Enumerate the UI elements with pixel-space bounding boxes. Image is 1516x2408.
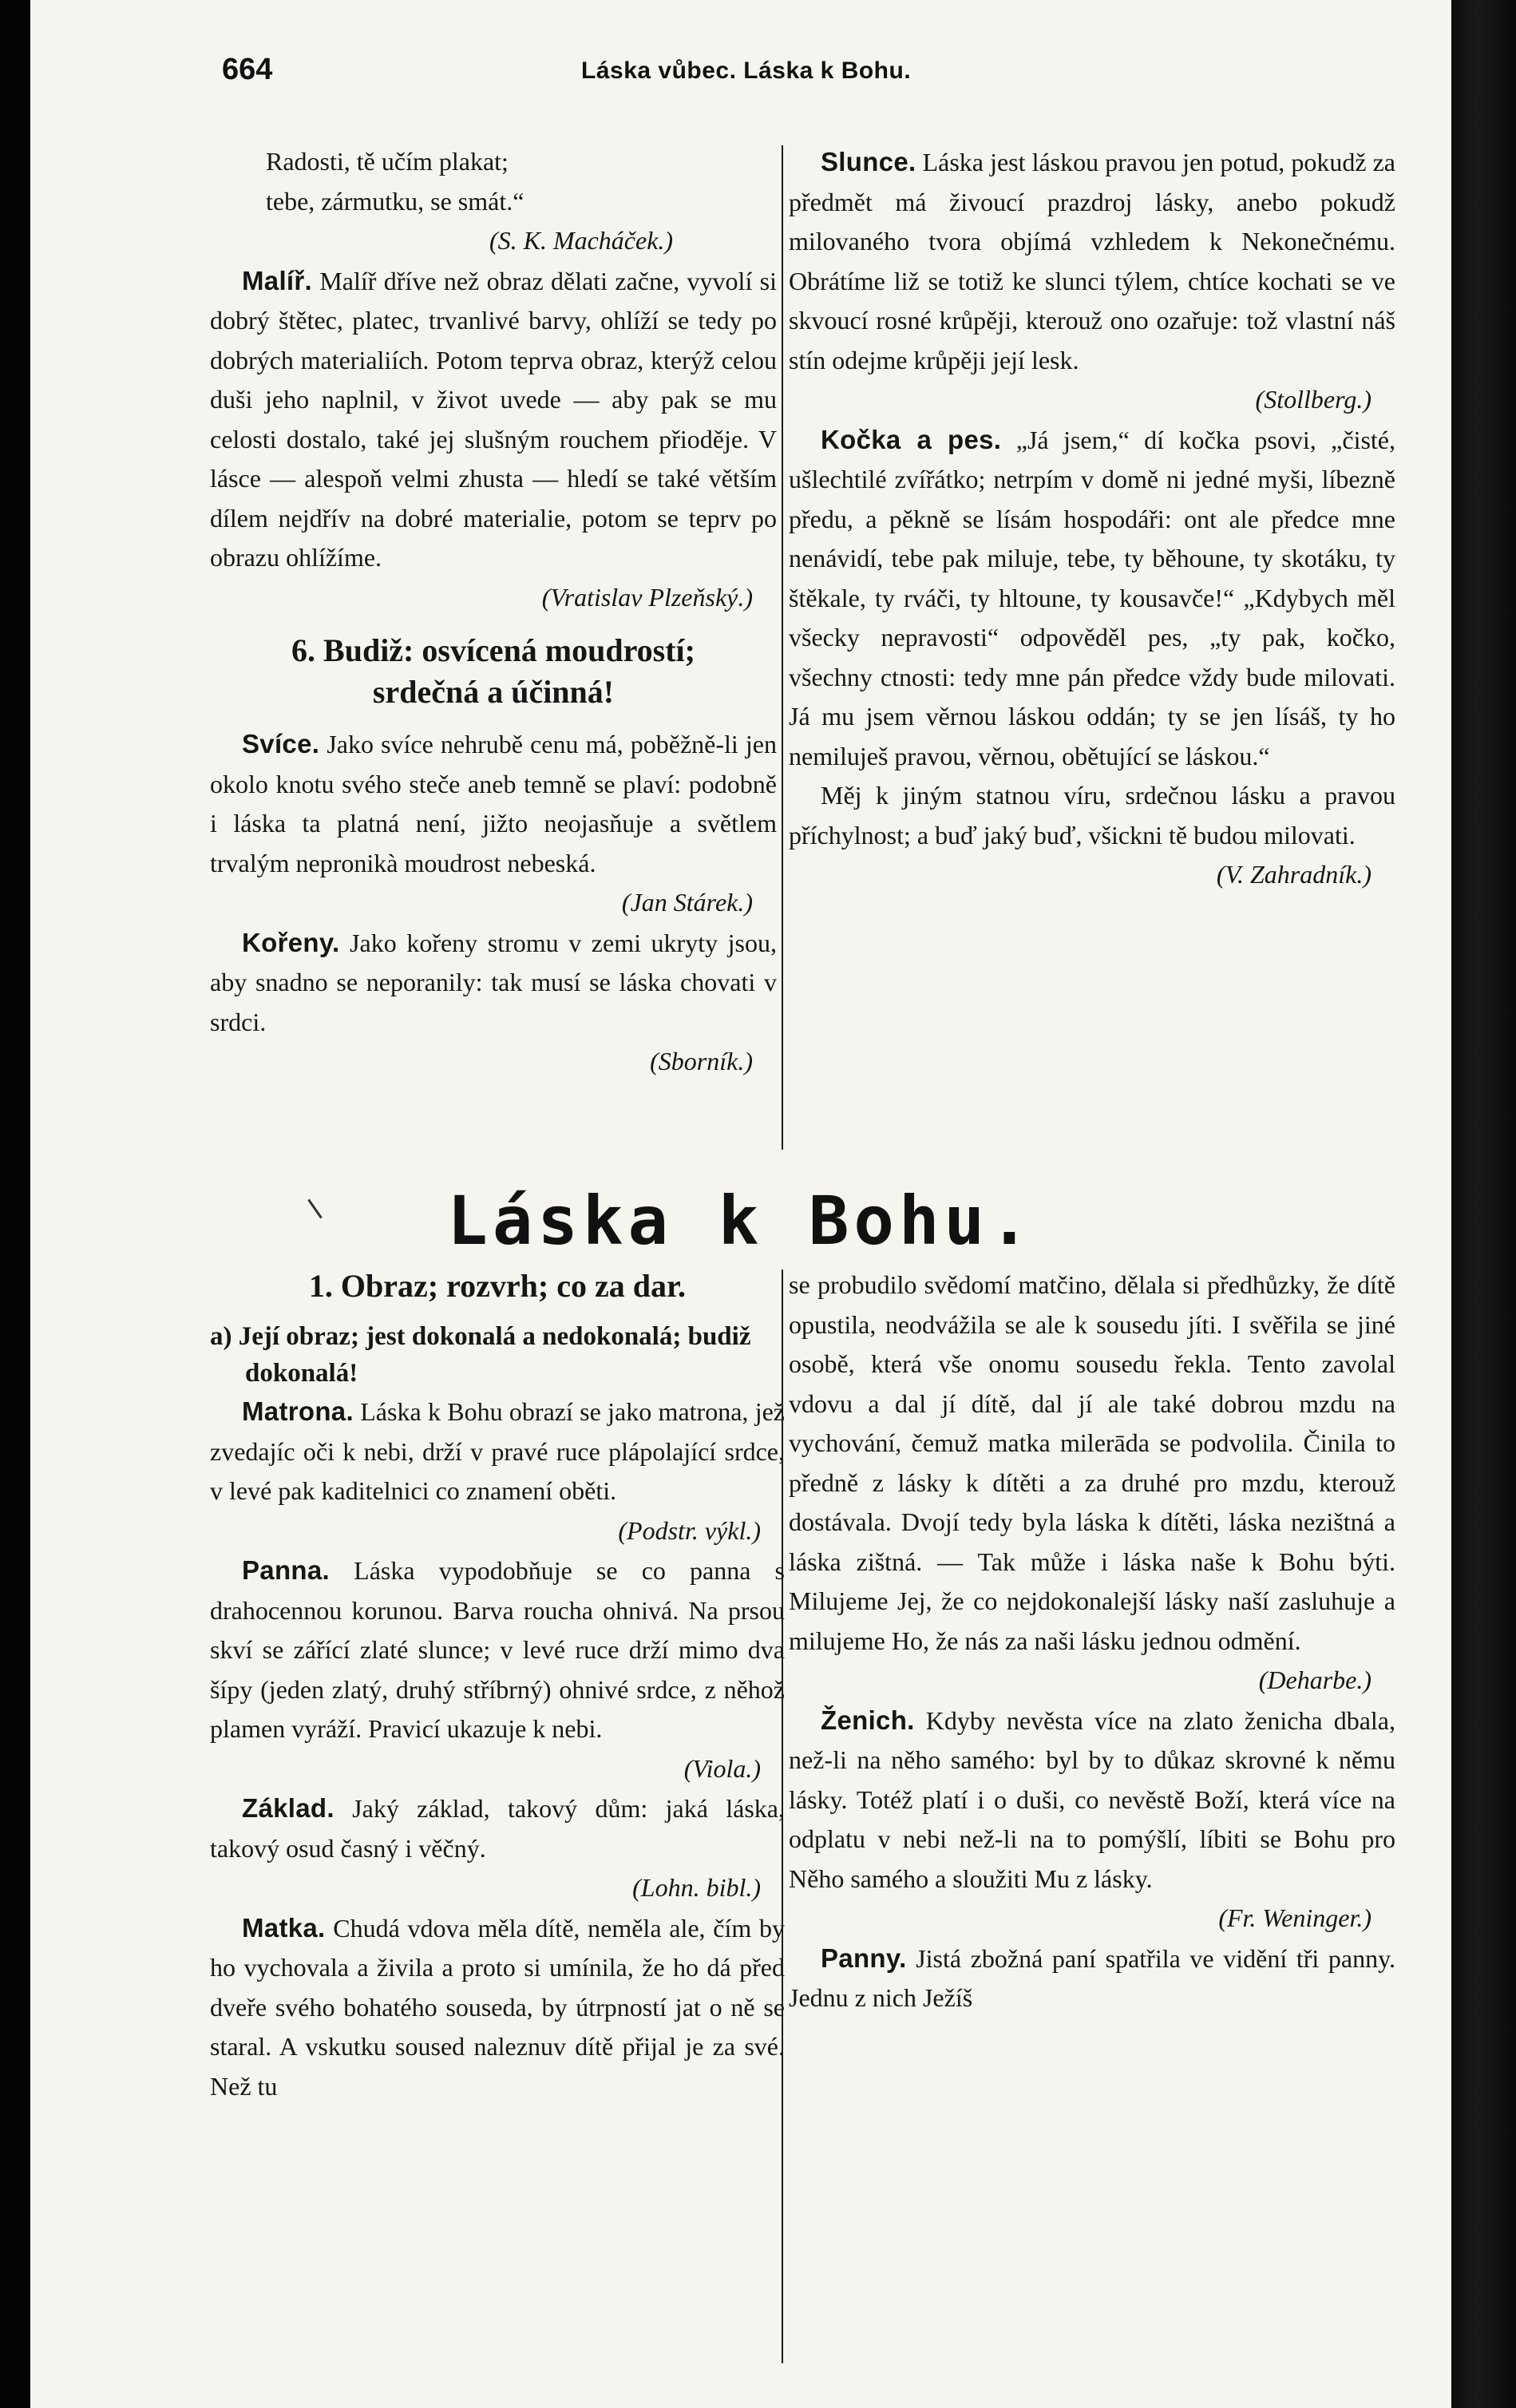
entry-kocka (789, 420, 1395, 777)
section-title: Láska k Bohu. (447, 1182, 1035, 1260)
entry-tag: Slunce. (821, 147, 916, 176)
entry-tag: Malíř. (242, 265, 312, 295)
entry-tag: Ženich. (821, 1705, 915, 1735)
entry-source: (Stollberg.) (1255, 385, 1372, 414)
entry-tag: Matka. (242, 1912, 326, 1943)
entry-koreny (210, 923, 777, 1043)
heading-line-1: 6. Budiž: osvícená moudrostí; (291, 632, 695, 668)
entry-source: (Vratislav Plzeňský.) (541, 582, 753, 612)
entry-matrona (210, 1392, 785, 1511)
entry-tag: Svíce. (242, 729, 320, 758)
entry-tag: Matrona. (242, 1396, 354, 1426)
entry-zaklad (210, 1788, 785, 1868)
section-heading-1: 1. Obraz; rozvrh; co za dar. (308, 1268, 687, 1304)
entry-tag: Kočka a pes. (821, 424, 1002, 454)
entry-source: (Deharbe.) (1258, 1665, 1372, 1694)
book-page (30, 0, 1451, 2408)
quote-source: (S. K. Macháček.) (489, 226, 674, 255)
entry-zenich (789, 1701, 1395, 1899)
entry-text: Jako kořeny stromu v zemi ukryty jsou, aby snadno se neporanily: tak musí se láska chovati v srdci. (210, 928, 778, 1036)
entry-text: Jistá zbožná paní spatřila ve vidění tři panny. Jednu z nich Ježíš (789, 1943, 1396, 2012)
entry-text: Kdyby nevěsta více na zlato ženicha dbala, než-li na něho samého: byl by to důkaz skrovné k němu lásky. Totéž platí i o duši, co nevěstě Boží, která více na odplatu v nebi než-li na to pomýšlí, líbiti se Bohu pro Něho samého a sloužiti Mu z lásky. (789, 1705, 1396, 1893)
entry-panny (789, 1939, 1395, 2018)
column-left-top (210, 142, 777, 1082)
entry-mej: Měj k jiným statnou víru, srdečnou lásku a pravou příchylnost; a buď jaký buď, všickni tě budou milovati. (789, 781, 1395, 850)
page-header (30, 46, 1451, 94)
entry-tag: Panny. (821, 1943, 907, 1973)
entry-slunce (789, 142, 1395, 380)
heading-line-2: srdečná a účinná! (372, 674, 615, 710)
entry-source: (Sborník.) (650, 1047, 753, 1075)
entry-text: Malíř dříve než obraz dělati začne, vyvolí si dobrý štětec, platec, trvanlivé barvy, ohlíží se tedy po dobrých materialiích. Potom teprva obraz, kterýž celou duši jeho naplnil, v život uvede — aby pak se mu celosti dostalo, také jej slušným rouchem přioděje. V lásce — alespoň velmi zhusta — hledí se také větším dílem nejdřív na dobré materialie, potom se teprv po obrazu ohlížíme. (210, 266, 778, 572)
entry-source: (Viola.) (683, 1753, 761, 1783)
subheading-a: a) Její obraz; jest dokonalá a nedokonalá; budiž dokonalá! (210, 1322, 751, 1388)
entry-panna (210, 1551, 785, 1749)
entry-matka-continued: se probudilo svědomí matčino, dělala si předhůzky, že dítě opustila, neodvážila se ale k sousedu jíti. I svěřila se jiné osobě, která vše onomu sousedu řekla. Tento zavolal vdovu a dal jí dítě, dal jí ale také dobrou mzdu na vychování, čemuž matka milerāda se podvolila. Činila to předně z lásky k dítěti a za druhé pro mzdu, kterouž dostávala. Dvojí tedy byla láska k dítěti, láska nezištná a láska zištná. — Tak může i láska naše k Bohu býti. Milujeme Jej, že co nejdokonalejší lásky naší zasluhuje a milujeme Ho, že nás za naši lásku jednou odmění. (789, 1270, 1395, 1655)
entry-text: Láska vypodobňuje se co panna s drahocennou korunou. Barva roucha ohnivá. Na prsou skví se zářící zlaté slunce; v levé ruce drží mimo dva šípy (jeden zlatý, druhý stříbrný) ohnivé srdce, z něhož plamen vyráží. Pravicí ukazuje k nebi. (210, 1556, 786, 1743)
entry-text: Jaký základ, takový dům: jaká láska, takový osud časný i věčný. (210, 1794, 786, 1863)
entry-tag: Kořeny. (242, 927, 340, 957)
quote-line-1: Radosti, tě učím plakat; (266, 147, 509, 176)
entry-source: (Podstr. výkl.) (618, 1515, 761, 1545)
column-left-bottom (210, 1265, 785, 2106)
entry-text: „Já jsem,“ dí kočka psovi, „čisté, ušlechtilé zvířátko; netrpím v domě ni jedné myši, líbezně předu, a pěkně se lísám hospodáři: ont ale předce mne nenávidí, tebe pak miluje, tebe, ty běhoune, ty skotáku, ty štěkale, ty rváči, ty hltoune, ty kousavče!“ „Kdybych měl všecky nepravosti“ odpověděl pes, „ty pak, kočko, všechny ctnosti: tedy mne pán předce vždy bude milovati. Já mu jsem věrnou láskou oddán; ty se jen lísáš, ty ho nemiluješ pravou, věrnou, obětující se láskou.“ (789, 425, 1396, 770)
quote-line-2: tebe, zármutku, se smát.“ (266, 186, 524, 216)
entry-malir (210, 261, 777, 578)
entry-text: Jako svíce nehrubě cenu má, poběžně-li jen okolo knotu svého steče aneb temně se plaví: podobně i láska ta platná není, jižto neojasňuje a světlem trvalým nepronikà moudrost nebeská. (210, 730, 778, 877)
entry-tag: Základ. (242, 1793, 334, 1823)
scan-edge-left (0, 0, 30, 2408)
entry-text: Chudá vdova měla dítě, neměla ale, čím by ho vychovala a živila a proto si umínila, že ho dá před dveře svého bohatého souseda, by útrpností jat o ně se staral. A vskutku soused naleznuv dítě přijal je za své. Než tu (210, 1913, 786, 2101)
book-spine-shadow (1451, 0, 1516, 2408)
entry-source: (Fr. Weninger.) (1218, 1903, 1372, 1932)
entry-source: (V. Zahradník.) (1216, 860, 1372, 889)
entry-svice (210, 724, 777, 883)
entry-source: (Jan Stárek.) (621, 888, 753, 917)
section-heading-6 (210, 630, 777, 713)
running-title: Láska vůbec. Láska k Bohu. (581, 57, 912, 84)
column-right-top (789, 142, 1395, 895)
entry-text: Láska k Bohu obrazí se jako matrona, jež zvedajíc oči k nebi, drží v pravé ruce plápolající srdce, v levé pak kaditelnici co znamení oběti. (210, 1397, 786, 1505)
page-number: 664 (222, 53, 273, 86)
entry-matka (210, 1908, 785, 2107)
column-divider-top (782, 145, 783, 1150)
entry-tag: Panna. (242, 1555, 331, 1585)
entry-text: Láska jest láskou pravou jen potud, pokudž za předmět má živoucí prazdroj lásky, anebo pokudž milovaného tvora objímá vzhledem k Nekonečnému. Obrátíme liž se totiž ke slunci týlem, chtíce kochati se ve skvoucí rosné krůpěji, kterouž ono ozařuje: tož vlastní náš stín odejme krůpěji její lesk. (789, 148, 1396, 374)
entry-source: (Lohn. bibl.) (632, 1873, 761, 1902)
column-right-bottom (789, 1265, 1395, 2018)
